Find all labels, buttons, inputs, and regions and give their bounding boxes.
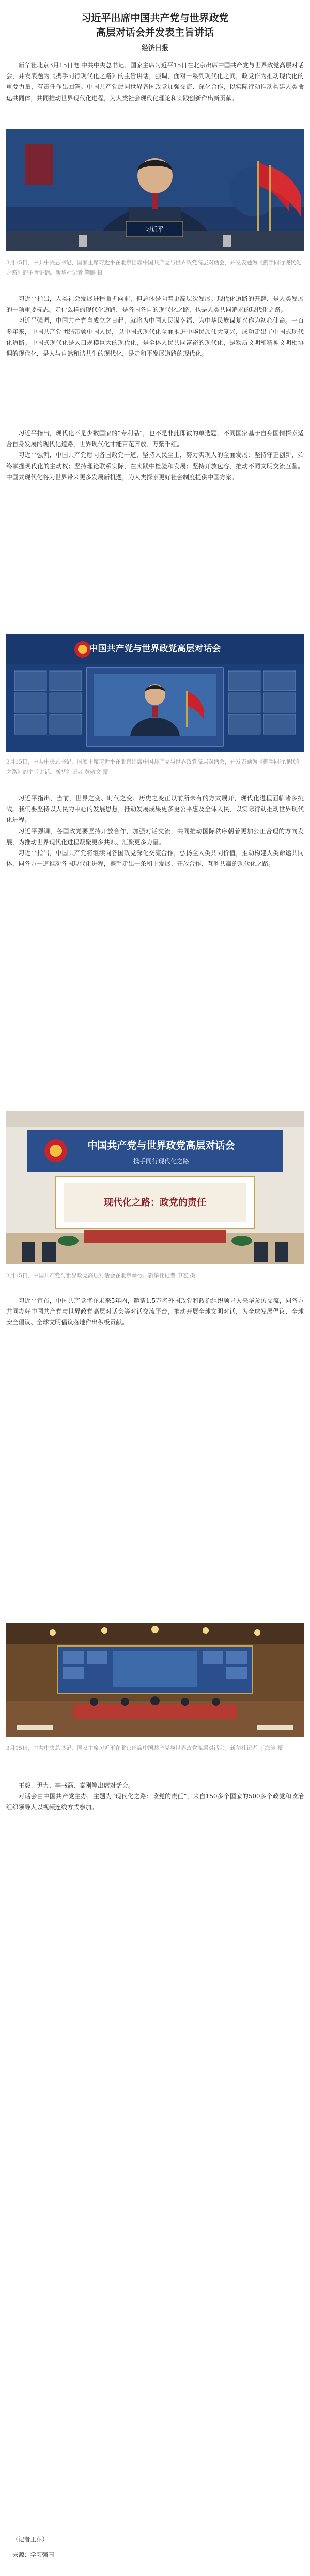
paragraph: 王毅、尹力、李书磊、秦刚等出席对话会。 xyxy=(18,1782,134,1789)
paragraph: 对话会由中国共产党主办，主题为“现代化之路：政党的责任”，来自150多个国家的500多个政党和政治组织领导人以视频连线方式参加。 xyxy=(6,1793,304,1811)
caption-block-4 xyxy=(6,1743,304,1776)
intro-block xyxy=(6,60,304,126)
venue-title-text: 中国共产党与世界政党高层对话会 xyxy=(87,1140,235,1151)
photo-speech xyxy=(6,129,304,251)
paragraph: 习近平指出，中国共产党将继续同各国政党深化交流合作，弘扬全人类共同价值，推动构建人类命运共同体，同各方一道推动各国现代化进程，携手走出一条和平发展、开放合作、互利共赢的现代化之路。 xyxy=(6,849,304,868)
article-byline: 经济日报 xyxy=(141,44,168,52)
photo-venue-image xyxy=(6,1111,304,1264)
caption-block-3 xyxy=(6,1271,304,1291)
paragraph: 习近平强调，中国共产党自成立之日起，就将为中国人民谋幸福、为中华民族谋复兴作为初心使命。一百多年来，中国共产党团结带领中国人民，以中国式现代化全面推进中华民族伟大复兴，成功走出了中国式现代化道路。中国式现代化是人口规模巨大的现代化，是全体人民共同富裕的现代化，是物质文明和精神文明相协调的现代化，是人与自然和谐共生的现代化，是走和平发展道路的现代化。 xyxy=(6,317,304,358)
body-block-1 xyxy=(6,294,304,425)
photo-video-wall xyxy=(6,634,304,752)
photo-video-wall-image xyxy=(6,634,304,752)
photo-caption: 3月15日，中共中央总书记、国家主席习近平在北京出席中国共产党与世界政党高层对话会。新华社记者 丁海涛 摄 xyxy=(6,1745,283,1751)
source-line: 来源：学习强国 xyxy=(12,2551,54,2558)
venue-subtitle-text: 携手同行现代化之路 xyxy=(133,1157,190,1165)
closing-block xyxy=(6,1780,304,2504)
paragraph: 习近平指出，当前，世界之变、时代之变、历史之变正以前所未有的方式展开，现代化进程面临诸多挑战。我们要坚持以人民为中心的发展思想，推动发展成果更多更公平惠及全体人民，以实际行动推动世界现代化进程。 xyxy=(6,795,304,824)
paragraph: 新华社北京3月15日电 中共中央总书记、国家主席习近平15日在北京出席中国共产党与世界政党高层对话会，并发表题为《携手同行现代化之路》的主旨讲话，强调，面对一系列现代化之问，政党作为推动现代化的重要力量，有责任作出回答。中国共产党愿同世界各国政党加强交流、深化合作，以实际行动推动构建人类命运共同体，共同推动世界现代化进程，为人类社会现代化理论和实践创新作出新贡献。 xyxy=(6,62,304,102)
nameplate-text: 习近平 xyxy=(145,226,164,233)
backdrop-title-text: 中国共产党与世界政党高层对话会 xyxy=(89,644,221,654)
article-title-line1: 习近平出席中国共产党与世界政党 xyxy=(81,12,229,24)
caption-block-1 xyxy=(6,257,304,291)
paragraph: 习近平指出，现代化不是少数国家的“专利品”，也不是非此即彼的单选题。不同国家基于自身国情探索适合自身发展的现代化道路，世界现代化才能百花齐放、万紫千红。 xyxy=(6,430,304,448)
photo-caption: 3月15日，中共中央总书记、国家主席习近平在北京出席中国共产党与世界政党高层对话会，并发表题为《携手同行现代化之路》的主旨讲话。新华社记者 鞠鹏 摄 xyxy=(6,260,302,276)
paragraph: 习近平强调，中国共产党愿同各国政党一道，坚持人民至上，努力实现人的全面发展；坚持守正创新，始终掌握现代化的主动权；坚持理论联系实际，在实践中检验和发展；坚持开放包容，推动不同文明交流互鉴。中国式现代化将为世界带来更多发展新机遇，为人类探索更好社会制度提供中国方案。 xyxy=(6,451,304,481)
article-title-line2: 高层对话会并发表主旨讲话 xyxy=(96,27,214,38)
paragraph: 习近平指出，人类社会发展进程曲折向前，但总体是向着更高层次发展。现代化道路的开辟，是人类发展的一项重要标志。走什么样的现代化道路，是各国各自的现代化之路，也是人类共同追求的现代化之路。 xyxy=(6,295,304,314)
paragraph: 习近平宣布，中国共产党将在未来5年内，邀请1.5万名外国政党和政治组织领导人来华参访交流，同各方共同办好中国共产党与世界政党高层对话会等对话交流平台，推动开展全球文明对话，为全球发展倡议、全球安全倡议、全球文明倡议落地作出积极贡献。 xyxy=(6,1297,304,1327)
editor-note: （记者王萍） xyxy=(12,2536,48,2543)
photo-speech-image xyxy=(6,129,304,251)
body-block-3 xyxy=(6,793,304,1101)
stage-banner-text: 现代化之路：政党的责任 xyxy=(104,1197,206,1208)
photo-caption: 3月15日，中共中央总书记、国家主席习近平在北京出席中国共产党与世界政党高层对话会，并发表题为《携手同行现代化之路》的主旨讲话。新华社记者 黄敬文 摄 xyxy=(6,759,302,775)
lead-block xyxy=(6,1295,304,1616)
body-block-2 xyxy=(6,428,304,626)
photo-meeting-hall xyxy=(6,1623,304,1737)
photo-venue xyxy=(6,1111,304,1264)
paragraph: 习近平强调，各国政党要坚持开放合作，加强对话交流，共同推动国际秩序朝着更加公正合理的方向发展，为推动世界现代化进程凝聚更多共识、汇聚更多力量。 xyxy=(6,827,304,846)
photo-meeting-hall-image xyxy=(6,1623,304,1737)
caption-block-2 xyxy=(6,757,304,790)
photo-caption: 3月15日，中国共产党与世界政党高层对话会在北京举行。新华社记者 申宏 摄 xyxy=(6,1273,195,1279)
